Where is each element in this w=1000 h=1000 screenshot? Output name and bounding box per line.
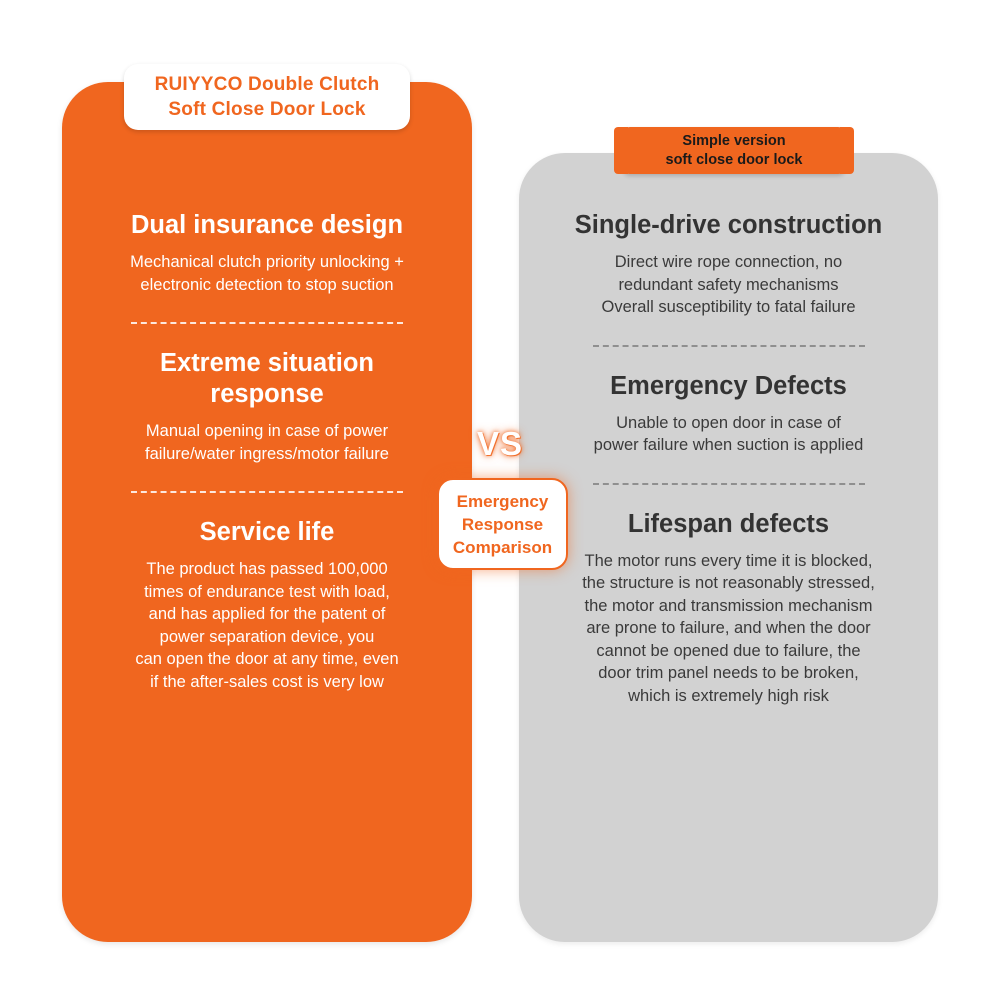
- left-feature-3-title: Service life: [199, 518, 335, 546]
- badge-line-1: Emergency: [456, 491, 549, 511]
- left-divider-2: [131, 491, 403, 493]
- left-feature-1-body: Mechanical clutch priority unlocking + electronic detection to stop suction: [130, 253, 404, 294]
- left-feature-3-body: The product has passed 100,000 times of endurance test with load, and has applied for the patent of power separation device, you can open the door at any time, even if the after-sales cost is very low: [135, 560, 399, 691]
- right-panel-title-tab: [623, 127, 845, 174]
- left-feature-list: [62, 210, 472, 693]
- left-tab-line-1: RUIYYCO Double Clutch: [154, 74, 380, 95]
- right-feature-1-title: Single-drive construction: [574, 211, 883, 239]
- right-divider-1: [593, 345, 865, 347]
- right-feature-list: [519, 210, 938, 707]
- right-feature-3-body: The motor runs every time it is blocked, the structure is not reasonably stressed, the motor and transmission mechanism are prone to failure, and when the door cannot be opened due to failure, the door trim panel needs to be broken, which is extremely high risk: [582, 551, 875, 705]
- left-divider-1: [131, 322, 403, 324]
- right-feature-block-3: [545, 509, 912, 708]
- right-tab-line-1: Simple version: [682, 132, 786, 149]
- left-feature-block-3: [90, 517, 444, 693]
- badge-line-3: Comparison: [452, 537, 553, 557]
- left-feature-1-title: Dual insurance design: [130, 211, 404, 239]
- left-feature-block-1: [90, 210, 444, 296]
- right-feature-block-2: [545, 371, 912, 457]
- right-feature-3-title: Lifespan defects: [627, 509, 830, 538]
- left-feature-2-title: Extreme situation response: [160, 349, 374, 408]
- badge-line-2: Response: [461, 514, 544, 534]
- left-feature-block-2: [90, 348, 444, 465]
- right-feature-2-title: Emergency Defects: [610, 371, 847, 400]
- left-tab-line-2: Soft Close Door Lock: [168, 99, 366, 120]
- emergency-response-comparison-badge: [437, 478, 568, 570]
- right-tab-line-2: soft close door lock: [665, 151, 803, 168]
- right-feature-block-1: [545, 210, 912, 319]
- left-panel-title-tab: [124, 64, 410, 130]
- right-feature-2-body: Unable to open door in case of power failure when suction is applied: [593, 413, 864, 454]
- right-divider-2: [593, 483, 865, 485]
- right-feature-1-body: Direct wire rope connection, no redundant safety mechanisms Overall susceptibility to fatal failure: [601, 253, 856, 316]
- left-feature-2-body: Manual opening in case of power failure/water ingress/motor failure: [145, 422, 389, 463]
- versus-label: VS: [476, 425, 524, 462]
